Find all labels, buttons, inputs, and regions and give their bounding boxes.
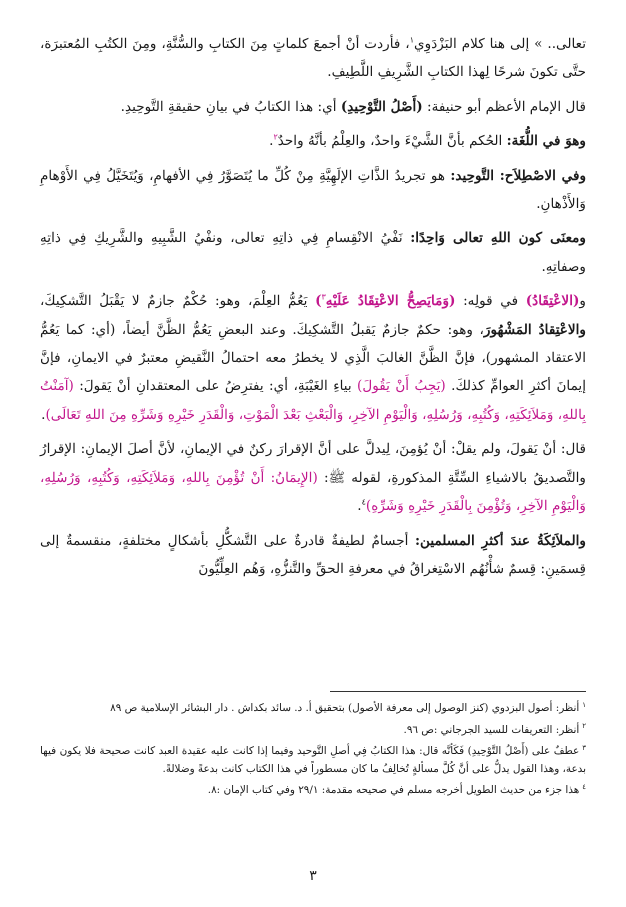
highlighted-quote: (وَمَايَصِحُّ الاعْتِقَادُ عَلَيْهِ [325, 293, 456, 310]
footnote-ref[interactable]: ٣ [321, 292, 326, 302]
footnote-number: ١ [582, 700, 586, 709]
bold-term: وهوَ في اللُّغَة: [506, 133, 586, 150]
paragraph [40, 127, 586, 155]
bold-term: والملاَئِكَةُ عندَ أكثرِ المسلمين: [414, 532, 586, 549]
footnote-divider [330, 691, 586, 692]
footnote-number: ٣ [582, 743, 586, 752]
bold-term: وفي الاصْطِلاَح: التَّوحِيد: [450, 167, 587, 184]
text-run: قال الإمام الأعظم أبو حنيفة: [422, 98, 586, 115]
highlighted-hadith: (الإِيمَانُ: أَنْ تُؤْمِنَ بِاللهِ، وَمَلاَئِكَتِهِ، وَكُتُبِهِ، وَرُسُلِهِ، وَالْيَوْمِ الآخِرِ، وَتُؤْمِنَ بِالْقَدَرِ خَيْرِهِ وَشَرِّهِ) [40, 469, 586, 515]
text-run: ، فأردت أنْ أجمعَ كلماتٍ مِنَ الكتابِ والسُّنَّةِ، ومِنَ الكتُبِ المُعتبرَة، حتَّى تكونَ شرحًا لِهذا الكتابِ الشَّرِيفِ اللَّطِيفِ. [40, 36, 586, 81]
bold-term: ومعنَى كون اللهِ تعالى وَاحِدًا: [410, 230, 586, 247]
text-run: . [269, 133, 274, 150]
paragraph [40, 93, 586, 121]
highlighted-quote: (يَجِبُ أَنْ يَقُولَ) [357, 378, 446, 395]
text-run: . [41, 406, 46, 423]
text-run: الحُكم بأنَّ الشَّيْءَ واحدٌ، والعِلْمُ بأنَّهُ واحدٌ [277, 133, 507, 150]
bold-term: والاعْتِقادُ المَشْهُورَ [483, 321, 587, 338]
highlighted-quote: (آمَنْتُ بِاللهِ، وَمَلاَئِكَتِهِ، وَكُتُبِهِ، وَرُسُلِهِ، وَالْيَوْمِ الآخِرِ، وَالْبَعْثِ بَعْدَ الْمَوْتِ، وَالْقَدَرِ خَيْرِهِ وَشَرِّهِ مِنَ اللهِ تَعَالَى) [40, 378, 586, 423]
text-run: تعالى.. » إلى هنا كلام البَزْدَوِي [413, 36, 587, 52]
footnote-text: هذا جزء من حديث الطويل أخرجه مسلم في صحيحه مقدمة: ٢٩/١ وفي كتاب الإمان :٨. [207, 784, 580, 796]
footnote [40, 700, 586, 718]
text-run: . [357, 498, 362, 515]
text-run: يَعُمُّ العِلْمَ، وهو: حُكْمٌ جازمٌ لا يَقْبَلُ التَّشكِيكَ، [40, 293, 316, 310]
text-run: هو تجريدُ الذَّاتِ الإلَهِيَّةِ مِنْ كُلِّ ما يُتَصَوَّرُ فِي الأفهامِ، وَيُتَخَيَّلُ فِي الأَوْهامِ وَالأَذْهانِ. [40, 167, 586, 213]
text-run: أي: هذا الكتابُ في بيانِ حقيقةِ التَّوحِيدِ. [120, 98, 341, 115]
paragraph [40, 287, 586, 429]
footnote-number: ٤ [582, 782, 586, 791]
footnote [40, 722, 586, 740]
page-number: ٣ [309, 868, 317, 884]
footnote-number: ٢ [582, 722, 586, 731]
footnotes [40, 700, 586, 804]
paragraph [40, 224, 586, 281]
text-run: ، وهو: حكمٌ جازمٌ يَقبلُ التَّشكِيكَ. وعند البعضِ يَعُمُّ الظَّنَّ أيضاً، (أي: كما يَعُمُّ الاعتقاد المشهور)، فإنَّ الظَّنَّ الغالبَ الَّذِي لا يخطرُ معه احتمالُ النَّقيضِ معتبرٌ في الايمانِ، فإنَّ إيمانَ أكثرِ العوامِّ كذلكَ. [40, 321, 586, 395]
footnote-text: أنظر: أصول البزدوي (كنز الوصول إلى معرفة الأصول) بتحقيق أ. د. سائد بكداش . دار البشائر الإسلامية ص ٨٩ [110, 702, 580, 714]
bold-term: (أَصْلُ التَّوْحِيدِ) [340, 98, 423, 115]
highlighted-term: (الاعْتِقَادُ) [525, 293, 580, 310]
text-run: في قولِه: [455, 293, 526, 310]
paragraph [40, 435, 586, 520]
footnote-ref[interactable]: ٢ [273, 132, 278, 142]
text-run: بياءِ الغَيْبَةِ، أي: يفترِضُ على المعتقدانِ أنْ يَقولَ: [73, 378, 358, 395]
footnote [40, 782, 586, 800]
footnote-text: عطفٌ على (أَصْلُ التَّوْحِيدِ) فَكَأنَّه قال: هذا الكتابُ فِي أصلِ التَّوحيد وفيما إذا كانت عليه عقيدة العبد كانت صحيحة فلا يكون فيها بدعة، وهذا القول يدلُّ على أنَّ كُلَّ مسألةٍ تُخالِفُ ما كان مسطوراً في هذا الكتاب كانت بدعةً وضلالةً. [40, 745, 586, 775]
paragraph [40, 162, 586, 219]
paragraph [40, 30, 586, 87]
main-text [40, 30, 586, 589]
paragraph [40, 527, 586, 584]
footnote [40, 743, 586, 778]
text-run: قال: أنْ يَقولَ، ولم يقلْ: أنْ يُؤمِنَ، لِيدلَّ على أنَّ الإقرارَ ركنٌ في الإيمانِ، لأنَّ أصلَ الإيمانِ: الإقرارُ والتَّصديقُ بالاشياءِ السِّتَّةِ المذكورةِ، لقوله ﷺ: [40, 441, 586, 486]
footnote-text: أنظر: التعريفات للسيد الجرجاني :ص ٩٦. [403, 723, 580, 736]
text-run: أجسامٌ لطيفةٌ قادرةٌ على التَّشكُّلِ بأشكالٍ مختلفةٍ، منقسمةٌ إلى قِسمَينِ: قِسمٌ شأْنُهُم الاسْتِغراقُ في معرفةِ الحقِّ والتَّنزُّهِ، وَهُم العِلِّيُّونَ [40, 532, 586, 577]
text-run: نَفْيُ الانْقِسامِ فِي ذاتِهِ تعالى، ونفْيُ الشَّبِيهِ والشَّرِيكِ فِي ذاتِهِ وصفاتِهِ. [40, 230, 586, 275]
footnote-ref[interactable]: ١ [409, 35, 414, 45]
footnote-ref[interactable]: ٤ [361, 497, 366, 507]
highlighted-quote: ) [315, 293, 322, 310]
text-run: و [579, 293, 586, 310]
